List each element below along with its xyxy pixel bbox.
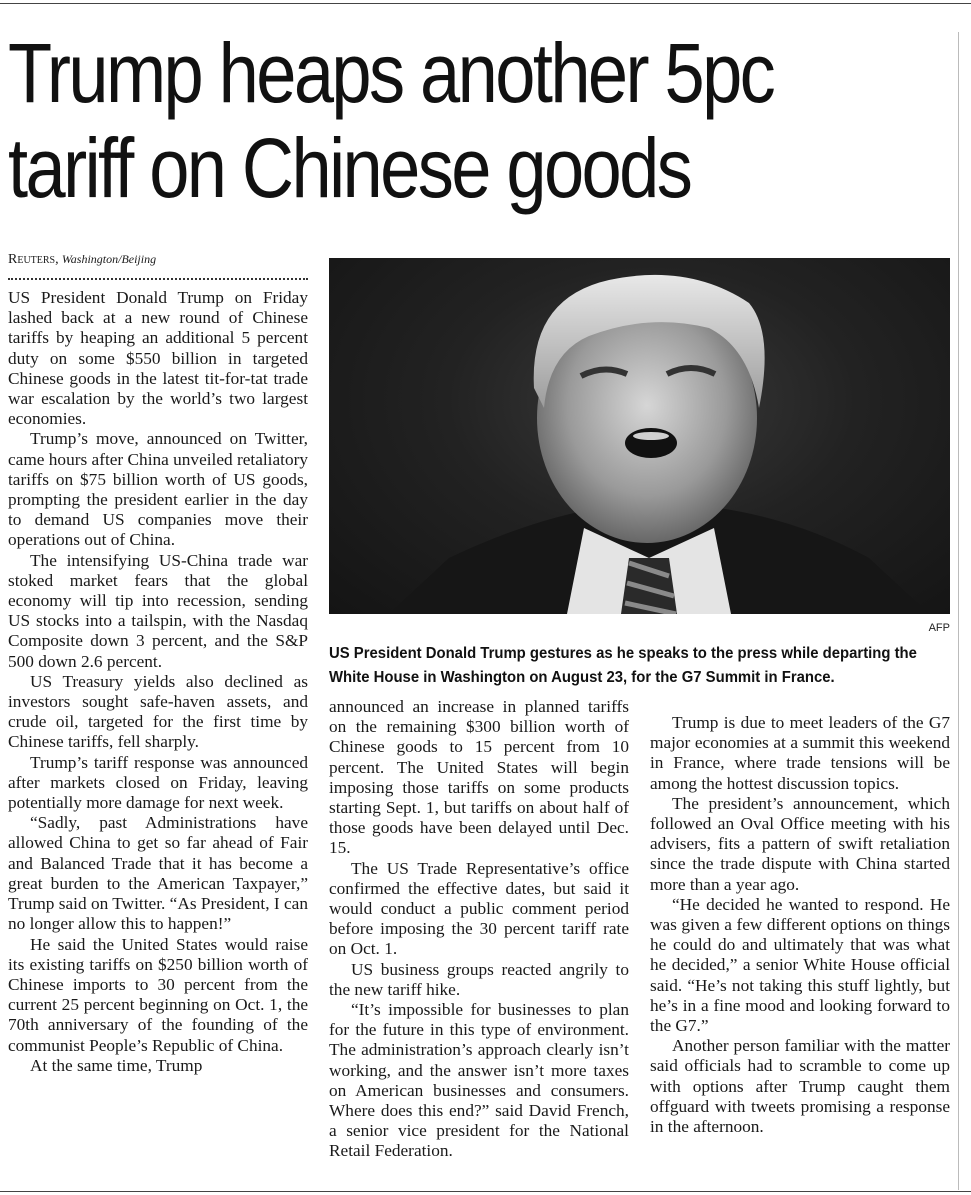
- paragraph: At the same time, Trump: [30, 1055, 203, 1075]
- paragraph: “Sadly, past Administrations have allowed China to get so far ahead of Fair and Balanced Trade that it has become a great burden to the American Taxpayer,” Trump said on Twitter. “As President, I can no longer allow this to happen!”: [8, 813, 308, 934]
- news-photo: [329, 258, 950, 614]
- article-column-1: [8, 288, 308, 1076]
- byline-agency: Reuters,: [8, 252, 59, 267]
- dotted-divider: [8, 278, 308, 280]
- paragraph: The intensifying US-China trade war stoked market fears that the global economy will tip into recession, sending US stocks into a tailspin, with the Nasdaq Composite down 3 percent, and the S&P 500 down 2.6 percent.: [8, 550, 308, 671]
- headline: Trump heaps another 5pc tariff on Chinese goods: [8, 26, 774, 215]
- paragraph: US Treasury yields also declined as investors sought safe-haven assets, and crude oil, targeted for the first time by Chinese tariffs, fell sharply.: [8, 671, 308, 752]
- paragraph: The president’s announcement, which followed an Oval Office meeting with his advisers, fits a pattern of swift retaliation since the trade dispute with China started more than a year ago.: [650, 793, 950, 894]
- article-column-2: [329, 697, 629, 1162]
- column-rule: [958, 32, 959, 1190]
- photo-credit: AFP: [928, 622, 950, 634]
- paragraph: “It’s impossible for businesses to plan for the future in this type of environment. The administration’s approach clearly isn’t working, and the answer isn’t more taxes on American businesses and consumers. Where does this end?” said David French, a senior vice president for the National Retail Federation.: [329, 1000, 629, 1161]
- article-column-3: [650, 713, 950, 1137]
- top-rule: [0, 3, 971, 4]
- paragraph: Trump’s tariff response was announced after markets closed on Friday, leaving potentially more damage for next week.: [8, 752, 308, 813]
- byline-location: Washington/Beijing: [61, 252, 157, 266]
- byline: [8, 250, 156, 269]
- paragraph: Another person familiar with the matter said officials had to scramble to come up with options after Trump caught them offguard with tweets promising a response in the afternoon.: [650, 1036, 950, 1137]
- paragraph: He said the United States would raise its existing tariffs on $250 billion worth of Chinese imports to 30 percent from the current 25 percent beginning on Oct. 1, the 70th anniversary of the founding of the communist People’s Republic of China.: [8, 934, 308, 1055]
- photo-caption: US President Donald Trump gestures as he speaks to the press while departing the White House in Washington on August 23, for the G7 Summit in France.: [329, 645, 917, 686]
- paragraph: “He decided he wanted to respond. He was given a few different options on things he could do and ultimately that was what he decided,” a senior White House official said. “He’s not taking this stuff lightly, but he’s in a fine mood and looking forward to the G7.”: [650, 894, 950, 1036]
- portrait-illustration: [329, 258, 950, 614]
- paragraph: Trump is due to meet leaders of the G7 major economies at a summit this weekend in France, where trade tensions will be among the hottest discussion topics.: [650, 713, 950, 793]
- bottom-rule: [0, 1191, 971, 1192]
- paragraph: announced an increase in planned tariffs on the remaining $300 billion worth of Chinese goods to 15 percent from 10 percent. The United States will begin imposing those tariffs on some products starting Sept. 1, but tariffs on about half of those goods have been delayed until Dec. 15.: [329, 697, 629, 858]
- paragraph: US business groups reacted angrily to the new tariff hike.: [329, 959, 629, 999]
- paragraph: The US Trade Representative’s office confirmed the effective dates, but said it would conduct a public comment period before imposing the 30 percent tariff rate on Oct. 1.: [329, 858, 629, 959]
- paragraph: Trump’s move, announced on Twitter, came hours after China unveiled retaliatory tariffs on $75 billion worth of US goods, prompting the president earlier in the day to demand US companies move their operations out of China.: [8, 429, 308, 550]
- paragraph: US President Donald Trump on Friday lashed back at a new round of Chinese tariffs by heaping an additional 5 percent duty on some $550 billion in targeted Chinese goods in the latest tit-for-tat trade war escalation by the world’s two largest economies.: [8, 288, 308, 429]
